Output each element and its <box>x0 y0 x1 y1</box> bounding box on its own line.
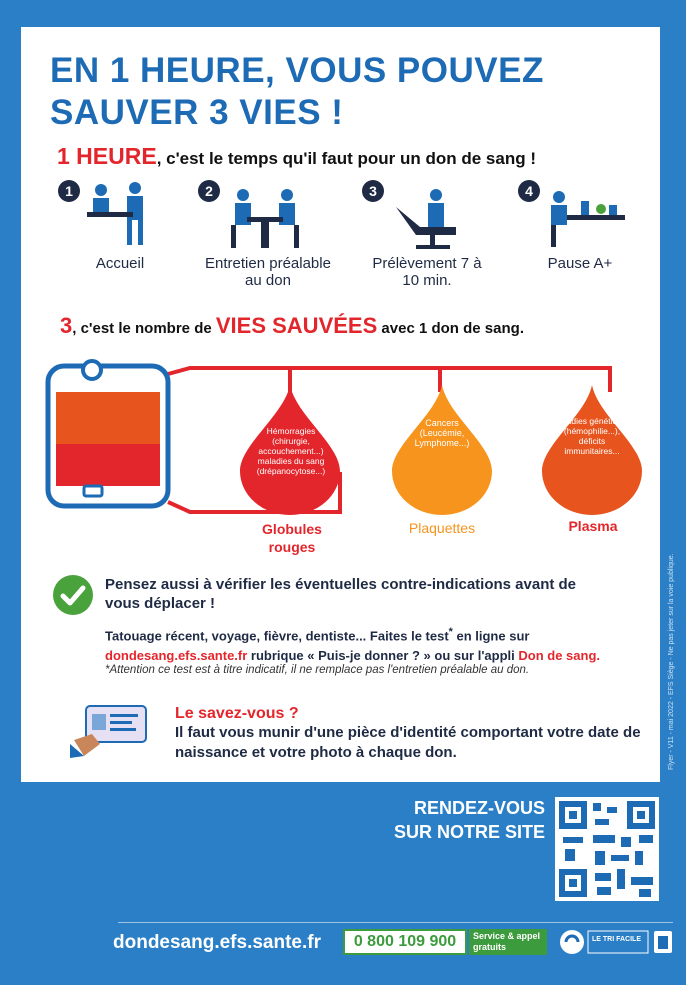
contre-indications-title: Pensez aussi à vérifier les éventuelles contre-indications avant de vous déplacer ! <box>105 576 577 612</box>
contre-indications-text: Tatouage récent, voyage, fièvre, dentiste... Faites le test* en ligne sur dondesang.efs.sante.fr rubrique « Puis-je donner ? » ou sur l'appli Don de sang. <box>105 626 601 664</box>
app-name: Don de sang. <box>518 648 601 664</box>
step-number-1: 1 <box>58 180 80 202</box>
red-cells-drop-text: Hémorragies (chirurgie, accouchement...) maladies du sang (drépanocytose...) <box>256 426 326 476</box>
savez-vous-text: Il faut vous munir d'une pièce d'identité comportant votre date de naissance et votre photo à chaque don. <box>175 724 641 761</box>
heure-rest: , c'est le temps qu'il faut pour un don de sang ! <box>156 149 536 168</box>
heure-highlight: 1 HEURE <box>57 143 157 169</box>
step-3 <box>352 175 502 289</box>
qr-code[interactable] <box>555 797 659 901</box>
step-label-4: Pause A+ <box>547 255 613 272</box>
heure-line <box>57 143 536 170</box>
vies-part2: avec 1 don de sang. <box>377 320 524 337</box>
step-number-3: 3 <box>362 180 384 202</box>
plasma-drop-text: Maladies génétiques (hémophilie...), déficits immunitaires... <box>553 416 631 456</box>
title-line-1: EN 1 HEURE, VOUS POUVEZ <box>50 51 544 90</box>
step-4 <box>505 175 655 272</box>
step-number-4: 4 <box>518 180 540 202</box>
tri-facile-logo: LE TRI FACILE <box>558 927 676 957</box>
vies-line <box>60 313 524 339</box>
step-label-2: Entretien préalable au don <box>205 255 331 289</box>
id-card-icon <box>70 700 160 760</box>
savez-vous-title: Le savez-vous ? <box>175 705 299 722</box>
title-line-2: SAUVER 3 VIES ! <box>50 93 344 132</box>
site-link[interactable]: dondesang.efs.sante.fr <box>105 648 248 664</box>
red-cells-label: Globules rouges <box>262 521 322 555</box>
step-label-1: Accueil <box>95 255 145 272</box>
vies-number: 3 <box>60 313 73 338</box>
step-2 <box>193 175 343 289</box>
disclaimer-note: *Attention ce test est à titre indicatif, il ne remplace pas l'entretien préalable au don. <box>105 664 530 676</box>
footer-divider <box>118 922 673 923</box>
phone-number[interactable]: 0 800 109 900 <box>343 929 467 955</box>
platelets-label: Plaquettes <box>408 520 476 536</box>
rdv-text: RENDEZ-VOUS SUR NOTRE SITE <box>393 798 545 842</box>
platelets-drop-text: Cancers (Leucémie, Lymphome...) <box>414 418 470 448</box>
step-number-2: 2 <box>198 180 220 202</box>
vies-part1: , c'est le nombre de <box>72 320 216 337</box>
checkmark-icon <box>53 575 93 615</box>
page-title <box>50 50 544 134</box>
platelets-drop <box>390 385 494 515</box>
service-badge: Service & appel gratuits <box>469 929 547 955</box>
step-label-3: Prélèvement 7 à 10 min. <box>372 255 482 289</box>
step-1 <box>45 175 195 272</box>
side-note: Flyer - V11 - mai 2022 - EFS Siège - Ne pas jeter sur la voie publique. <box>668 553 675 770</box>
footer-url[interactable]: dondesang.efs.sante.fr <box>113 932 321 953</box>
vies-highlight: VIES SAUVÉES <box>215 313 378 338</box>
plasma-label: Plasma <box>568 518 618 534</box>
